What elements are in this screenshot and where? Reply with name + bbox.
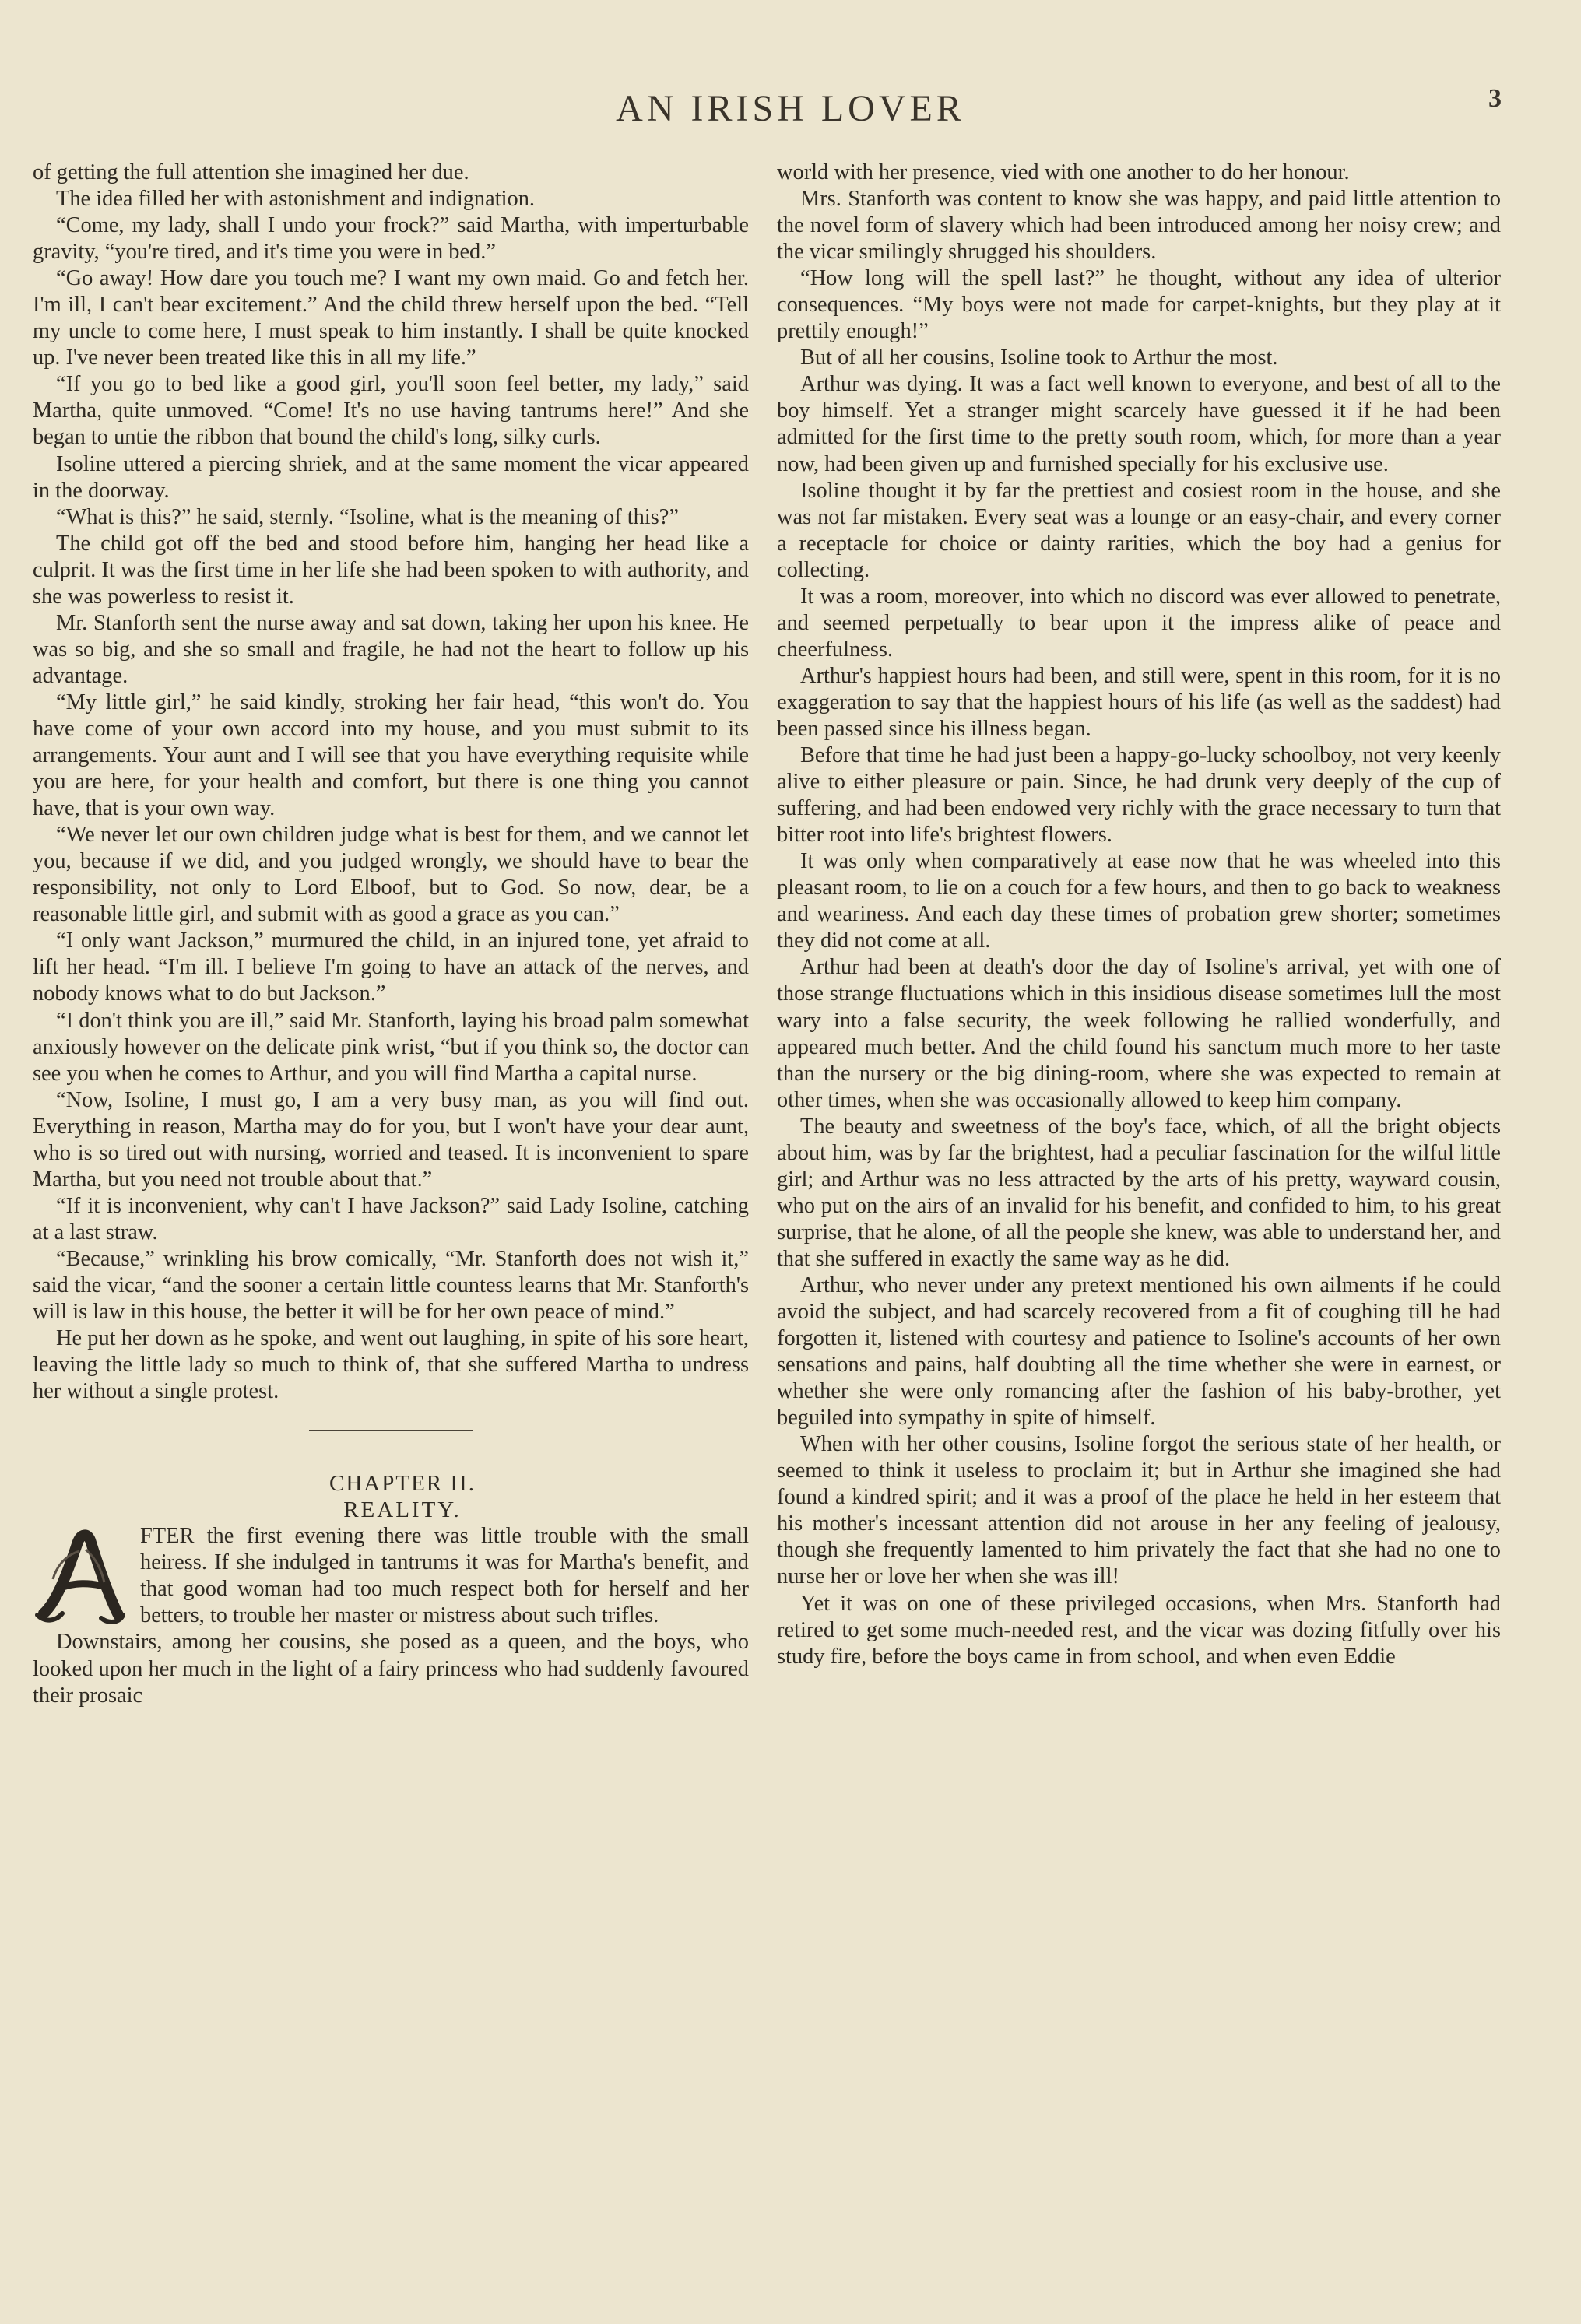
chapter-heading: CHAPTER II. <box>329 1471 476 1497</box>
paragraph: It was a room, moreover, into which no discord was ever allowed to penetrate, and seemed perpetually to bear upon it the impress alike of peace and cheerfulness. <box>777 584 1501 662</box>
paragraph: Arthur's happiest hours had been, and still were, spent in this room, for it is no exaggeration to say that the happiest hours of his life (as well as the saddest) had been passed since his illness began. <box>777 663 1501 741</box>
paragraph: It was only when comparatively at ease now that he was wheeled into this pleasant room, to lie on a couch for a few hours, and then to go back to weakness and weariness. And each day these times of probation grew shorter; sometimes they did not come at all. <box>777 849 1501 953</box>
paragraph: Mrs. Stanforth was content to know she was happy, and paid little attention to the novel form of slavery which had been introduced among her noisy crew; and the vicar smilingly shrugged his shoulders. <box>777 187 1501 265</box>
right-column <box>777 160 1501 1670</box>
running-title: AN IRISH LOVER <box>616 88 965 129</box>
paragraph: The child got off the bed and stood before him, hanging her head like a culprit. It was the first time in her life she had been spoken to with authority, and she was powerless to resist it. <box>33 531 749 609</box>
paragraph: “If you go to bed like a good girl, you'll soon feel better, my lady,” said Martha, quite unmoved. “Come! It's no use having tantrums here!” And she began to untie the ribbon that bound the child's long, silky curls. <box>33 372 749 450</box>
paragraph: Before that time he had just been a happy-go-lucky schoolboy, not very keenly alive to either pleasure or pain. Since, he had drunk very deeply of the cup of suffering, and had been endowed very richly with the grace necessary to turn that bitter root into life's brightest flowers. <box>777 743 1501 848</box>
paragraph: “I only want Jackson,” murmured the child, in an injured tone, yet afraid to lift her head. “I'm ill. I believe I'm going to have an attack of the nerves, and nobody knows what to do but Jackson.” <box>33 929 749 1006</box>
paragraph: Yet it was on one of these privileged occasions, when Mrs. Stanforth had retired to get some much-needed rest, and the vicar was dozing fitfully over his study fire, before the boys came in from school, and when even Eddie <box>777 1591 1501 1669</box>
left-column <box>33 160 749 1709</box>
paragraph: Arthur had been at death's door the day of Isoline's arrival, yet with one of those strange fluctuations which in this insidious disease sometimes lull the most wary into a false security, the week following he rallied wonderfully, and appeared much better. And the child found his sanctum much more to her taste than the nursery or the big dining-room, where she was expected to remain at other times, when she was occasionally allowed to keep him company. <box>777 955 1501 1112</box>
paragraph: “Because,” wrinkling his brow comically, “Mr. Stanforth does not wish it,” said the vicar, “and the sooner a certain little countess learns that Mr. Stanforth's will is law in this house, the better it will be for her own peace of mind.” <box>33 1246 749 1325</box>
chapter-subtitle: REALITY. <box>343 1497 462 1523</box>
paragraph: of getting the full attention she imagined her due. <box>33 160 469 184</box>
paragraph: “We never let our own children judge what is best for them, and we cannot let you, because if we did, and you judged wrongly, we should have to bear the responsibility, not only to Lord Elboof, but to God. So now, dear, be a reasonable little girl, and submit with as good a grace as you can.” <box>33 823 749 927</box>
paragraph: Isoline thought it by far the prettiest and cosiest room in the house, and she was not far mistaken. Every seat was a lounge or an easy-chair, and every corner a receptacle for choice or dainty rarities, which the boy had a genius for collecting. <box>777 478 1501 582</box>
paragraph: world with her presence, vied with one another to do her honour. <box>777 160 1350 184</box>
paragraph: Mr. Stanforth sent the nurse away and sat down, taking her upon his knee. He was so big, and she so small and fragile, he had not the heart to follow up his advantage. <box>33 610 749 688</box>
paragraph: The idea filled her with astonishment and indignation. <box>56 187 535 212</box>
paragraph: Arthur, who never under any pretext mentioned his own ailments if he could avoid the subject, and had scarcely recovered from a fit of coughing till he had forgotten it, listened with courtesy and patience to Isoline's accounts of her own sensations and pains, half doubting all the time whether she were in earnest, or whether she were only romancing after the fashion of his baby-brother, yet beguiled into sympathy in spite of himself. <box>777 1273 1501 1431</box>
chapter-opening-text: FTER the first evening there was little trouble with the small heiress. If she indulged in tantrums it was for Martha's benefit, and that good woman had too much respect both for herself and her betters, to trouble her master or mistress about such trifles. <box>140 1524 749 1628</box>
paragraph: “Now, Isoline, I must go, I am a very busy man, as you will find out. Everything in reason, Martha may do for you, but I won't have your dear aunt, who is so tired out with nursing, worried and teased. It is inconvenient to spare Martha, but you need not trouble about that.” <box>33 1087 749 1192</box>
paragraph: Downstairs, among her cousins, she posed as a queen, and the boys, who looked upon her much in the light of a fairy princess who had suddenly favoured their prosaic <box>33 1630 749 1708</box>
paragraph: Arthur was dying. It was a fact well known to everyone, and best of all to the boy himself. Yet a stranger might scarcely have guessed it if he had been admitted for the first time to the pretty south room, which, for more than a year now, had been given up and furnished specially for his exclusive use. <box>777 372 1501 476</box>
paragraph: Isoline uttered a piercing shriek, and at the same moment the vicar appeared in the doorway. <box>33 451 749 503</box>
ornate-drop-cap-icon <box>33 1528 126 1627</box>
paragraph: “Come, my lady, shall I undo your frock?” said Martha, with imperturbable gravity, “you're tired, and it's time you were in bed.” <box>33 213 749 265</box>
chapter-opening-paragraph <box>33 1523 749 1629</box>
section-divider <box>309 1430 473 1431</box>
paragraph: “If it is inconvenient, why can't I have Jackson?” said Lady Isoline, catching at a last straw. <box>33 1193 749 1244</box>
paragraph: “What is this?” he said, sternly. “Isoline, what is the meaning of this?” <box>56 504 679 529</box>
paragraph: “Go away! How dare you touch me? I want my own maid. Go and fetch her. I'm ill, I can't bear excitement.” And the child threw herself upon the bed. “Tell my uncle to come here, I must speak to him instantly. I shall be quite knocked up. I've never been treated like this in all my life.” <box>33 266 749 370</box>
page-number: 3 <box>1488 84 1502 113</box>
paragraph: “My little girl,” he said kindly, stroking her fair head, “this won't do. You have come of your own accord into my house, and you must submit to its arrangements. Your aunt and I will see that you have everything requisite while you are here, for your health and comfort, but there is one thing you cannot have, that is your own way. <box>33 690 749 821</box>
paragraph: He put her down as he spoke, and went out laughing, in spite of his sore heart, leaving the little lady so much to think of, that she suffered Martha to undress her without a single protest. <box>33 1326 749 1404</box>
paragraph: The beauty and sweetness of the boy's face, which, of all the bright objects about him, was by far the brightest, had a peculiar fascination for the wilful little girl; and Arthur was no less attracted by the arts of his pretty, wayward cousin, who put on the airs of an invalid for his benefit, and confided to him, to his great surprise, that he alone, of all the people she knew, was able to understand her, and that she suffered in exactly the same way as he did. <box>777 1114 1501 1271</box>
paragraph: But of all her cousins, Isoline took to Arthur the most. <box>800 346 1278 370</box>
paragraph: “How long will the spell last?” he thought, without any idea of ulterior consequences. “My boys were not made for carpet-knights, but they play at it prettily enough!” <box>777 266 1501 344</box>
paragraph: When with her other cousins, Isoline forgot the serious state of her health, or seemed to think it useless to proclaim it; but in Arthur she imagined she had found a kindred spirit; and it was a proof of the place he held in her esteem that his mother's incessant attention did not arouse in her any feeling of jealousy, though she frequently lamented to him privately the fact that she had no one to nurse her or love her when she was ill! <box>777 1432 1501 1589</box>
paragraph: “I don't think you are ill,” said Mr. Stanforth, laying his broad palm somewhat anxiously however on the delicate pink wrist, “but if you think so, the doctor can see you when he comes to Arthur, and you will find Martha a capital nurse. <box>33 1008 749 1086</box>
